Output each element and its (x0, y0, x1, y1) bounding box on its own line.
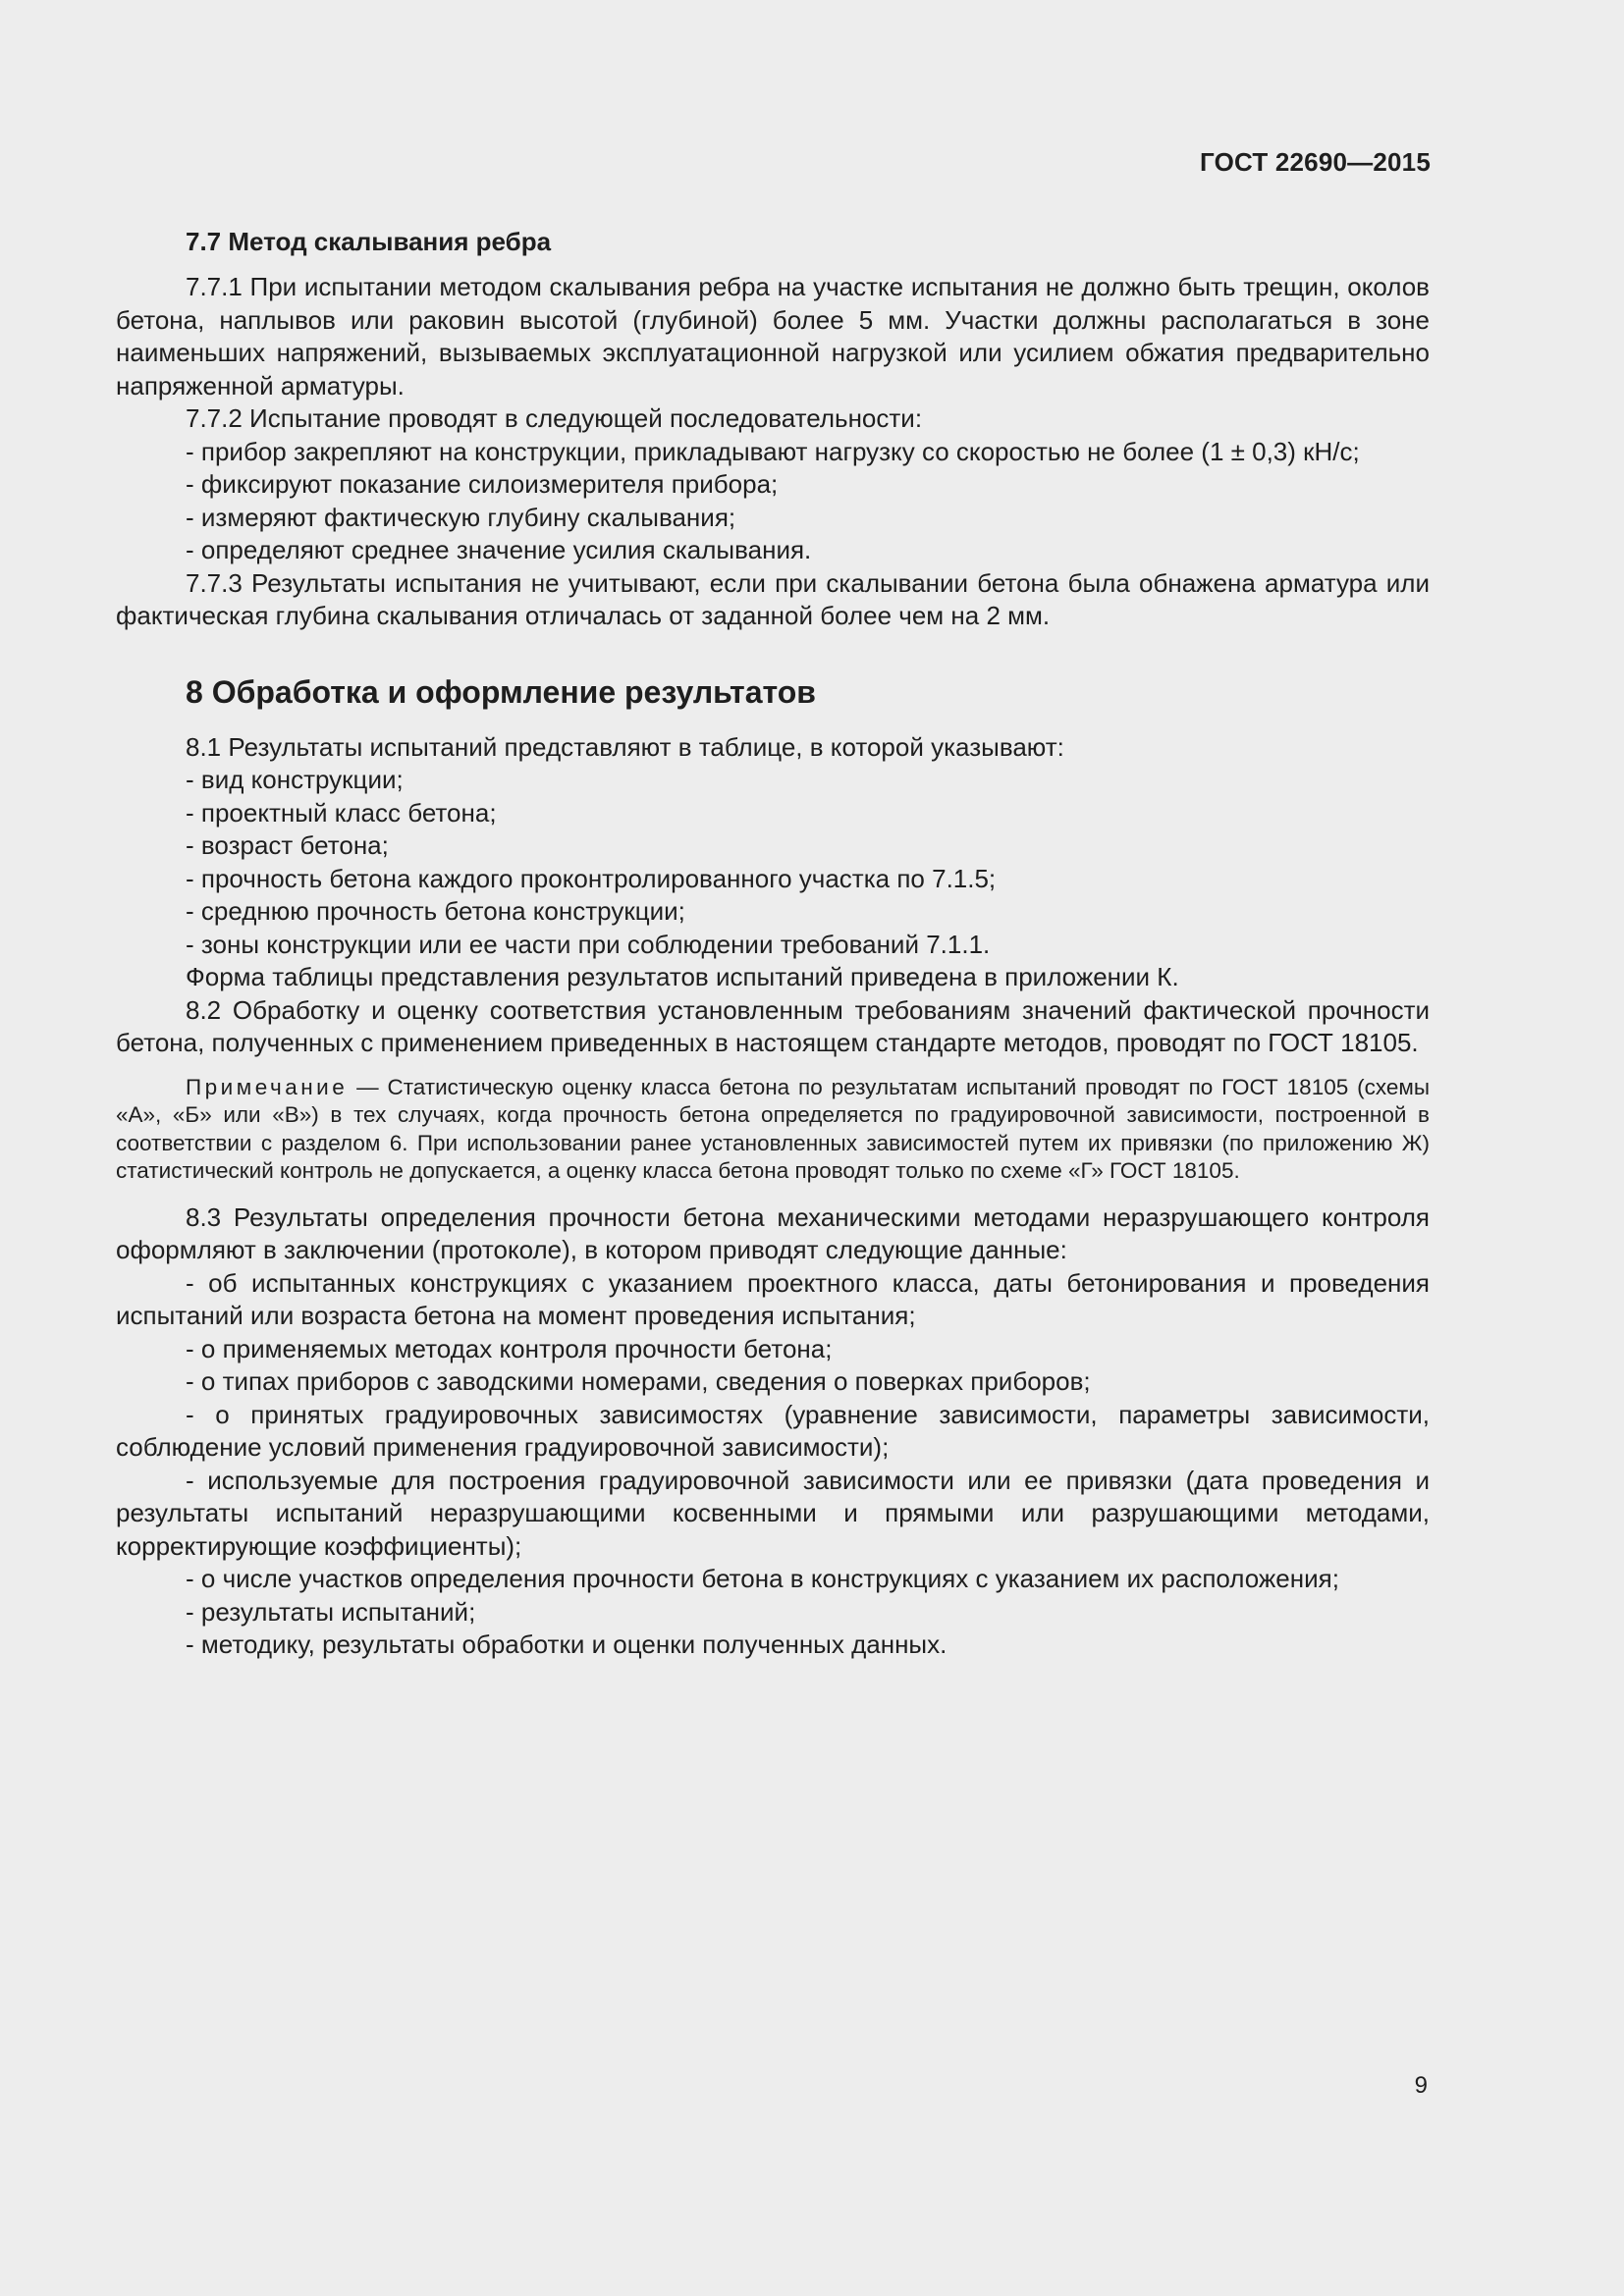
section-8-title: 8 Обработка и оформление результатов (186, 673, 816, 710)
list-item: - среднюю прочность бетона конструкции; (186, 896, 685, 926)
list-item: - фиксируют показание силоизмерителя прибора; (186, 469, 779, 499)
note (116, 1074, 1430, 1186)
section-7-7-title: 7.7 Метод скалывания ребра (186, 227, 552, 256)
list-item: - прибор закрепляют на конструкции, прикладывают нагрузку со скоростью не более (1 ± 0,3) кН/с; (186, 436, 1360, 466)
paragraph-8-2: 8.2 Обработку и оценку соответствия установленным требованиям значений фактической прочности бетона, полученных с применением приведенных в настоящем стандарте методов, проводят по ГОСТ 18105. (116, 994, 1430, 1057)
note-text: — Статистическую оценку класса бетона по результатам испытаний проводят по ГОСТ 18105 (схемы «А», «Б» или «В») в тех случаях, когда прочность бетона определяется по градуировочной зависимости, построенной в соответствии с разделом 6. При использовании ранее установленных зависимостей путем их привязки (по приложению Ж) статистический контроль не допускается, а оценку класса бетона проводят только по схеме «Г» ГОСТ 18105. (116, 1074, 1430, 1183)
page-number: 9 (1414, 2072, 1428, 2099)
paragraph-8-3: 8.3 Результаты определения прочности бетона механическими методами неразрушающего контроля оформляют в заключении (протоколе), в котором приводят следующие данные: (116, 1201, 1430, 1264)
paragraph-7-7-2: 7.7.2 Испытание проводят в следующей последовательности: (186, 403, 923, 433)
list-item: - прочность бетона каждого проконтролированного участка по 7.1.5; (186, 863, 997, 893)
list-item: - возраст бетона; (186, 830, 389, 860)
document-body (116, 222, 1430, 1662)
list-item: - о числе участков определения прочности бетона в конструкциях с указанием их расположения; (186, 1564, 1339, 1593)
paragraph-8-1-form: Форма таблицы представления результатов испытаний приведена в приложении К. (186, 962, 1179, 991)
list-item: - зоны конструкции или ее части при соблюдении требований 7.1.1. (186, 929, 991, 959)
note-label: Примечание (186, 1074, 349, 1099)
list-item: - проектный класс бетона; (186, 797, 497, 828)
paragraph-7-7-1: 7.7.1 При испытании методом скалывания ребра на участке испытания не должно быть трещин, околов бетона, наплывов или раковин высотой (глубиной) более 5 мм. Участки должны располагаться в зоне наименьших напряжений, вызываемых эксплуатационной нагрузкой или усилием обжатия предварительно напряженной арматуры. (116, 272, 1430, 400)
list-item: - об испытанных конструкциях с указанием проектного класса, даты бетонирования и проведения испытаний или возраста бетона на момент проведения испытания; (116, 1267, 1430, 1330)
paragraph-7-7-3: 7.7.3 Результаты испытания не учитывают, если при скалывании бетона была обнажена арматура или фактическая глубина скалывания отличалась от заданной более чем на 2 мм. (116, 567, 1430, 630)
paragraph-8-1: 8.1 Результаты испытаний представляют в таблице, в которой указывают: (186, 731, 1064, 762)
list-item: - о типах приборов с заводскими номерами, сведения о поверках приборов; (186, 1366, 1091, 1396)
list-item: - методику, результаты обработки и оценки полученных данных. (186, 1629, 947, 1659)
list-item: - результаты испытаний; (186, 1596, 476, 1627)
list-item: - о применяемых методах контроля прочности бетона; (186, 1333, 833, 1363)
list-item: - определяют среднее значение усилия скалывания. (186, 535, 812, 564)
list-item: - вид конструкции; (186, 765, 404, 794)
list-item: - о принятых градуировочных зависимостях (уравнение зависимости, параметры зависимости, соблюдение условий применения градуировочной зависимости); (116, 1399, 1430, 1462)
document-header: ГОСТ 22690—2015 (1200, 147, 1431, 177)
list-item: - измеряют фактическую глубину скалывания; (186, 502, 736, 532)
list-item: - используемые для построения градуировочной зависимости или ее привязки (дата проведения и результаты испытаний неразрушающими косвенными и прямыми или разрушающими методами, корректирующие коэффициенты); (116, 1465, 1430, 1561)
